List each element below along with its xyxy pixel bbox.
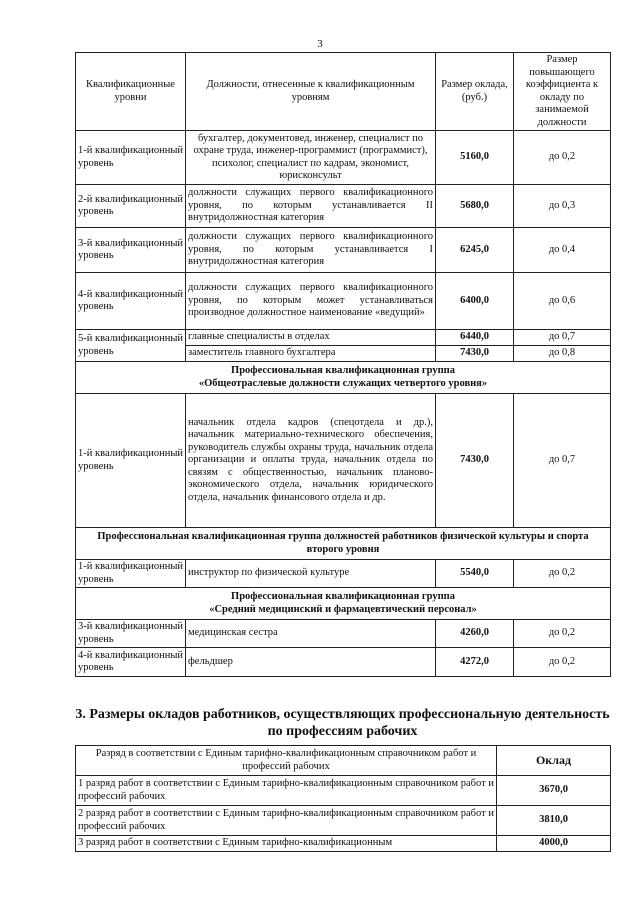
table-row xyxy=(76,330,611,346)
salary-cell: 4260,0 xyxy=(436,620,514,648)
grade-cell: 1 разряд работ в соответствии с Единым тарифно-квалификационным справочником работ и профессий рабочих xyxy=(76,776,497,806)
level-cell: 3-й квалификационный уровень xyxy=(76,228,186,273)
salary-cell: 4000,0 xyxy=(497,836,611,852)
salary-cell: 5540,0 xyxy=(436,560,514,588)
positions-cell: фельдшер xyxy=(186,648,436,677)
positions-cell: должности служащих первого квалификационного уровня, по которым устанавливается I внутридолжностная категория xyxy=(186,228,436,273)
table-row xyxy=(76,228,611,273)
group-header xyxy=(76,588,611,620)
group-subtitle: «Средний медицинский и фармацевтический персонал» xyxy=(209,603,477,615)
salary-cell: 7430,0 xyxy=(436,394,514,528)
coef-cell: до 0,3 xyxy=(514,185,611,228)
salary-cell: 7430,0 xyxy=(436,346,514,362)
salary-cell: 4272,0 xyxy=(436,648,514,677)
grade-cell: 3 разряд работ в соответствии с Единым тарифно-квалификационным xyxy=(76,836,497,852)
table-row xyxy=(76,273,611,330)
header-salary: Размер оклада, (руб.) xyxy=(436,53,514,131)
table-row xyxy=(76,648,611,677)
group-header-row xyxy=(76,528,611,560)
level-cell: 3-й квалификационный уровень xyxy=(76,620,186,648)
workers-salary-table xyxy=(75,745,611,852)
salary-cell: 6440,0 xyxy=(436,330,514,346)
group-header xyxy=(76,362,611,394)
coef-cell: до 0,7 xyxy=(514,394,611,528)
group-title: Профессиональная квалификационная группа xyxy=(231,591,455,602)
qualification-table xyxy=(75,52,611,677)
table-header-row xyxy=(76,746,611,776)
salary-cell: 6245,0 xyxy=(436,228,514,273)
positions-cell: медицинская сестра xyxy=(186,620,436,648)
table-row xyxy=(76,620,611,648)
coef-cell: до 0,8 xyxy=(514,346,611,362)
coef-cell: до 0,2 xyxy=(514,620,611,648)
group-subtitle: «Общеотраслевые должности служащих четвертого уровня» xyxy=(198,377,488,389)
coef-cell: до 0,6 xyxy=(514,273,611,330)
group-header: Профессиональная квалификационная группа должностей работников физической культуры и спорта второго уровня xyxy=(76,528,611,560)
positions-cell: должности служащих первого квалификационного уровня, по которым может устанавливаться производное должностное наименование «ведущий» xyxy=(186,273,436,330)
level-cell: 5-й квалификационный уровень xyxy=(76,330,186,362)
table-row xyxy=(76,806,611,836)
table-row xyxy=(76,394,611,528)
positions-cell: главные специалисты в отделах xyxy=(186,330,436,346)
table-row xyxy=(76,185,611,228)
coef-cell: до 0,2 xyxy=(514,648,611,677)
header-positions: Должности, отнесенные к квалификационным уровням xyxy=(186,53,436,131)
header-coef: Размер повышающего коэффициента к окладу по занимаемой должности xyxy=(514,53,611,131)
group-header-row xyxy=(76,588,611,620)
table-header-row xyxy=(76,53,611,131)
salary-cell: 6400,0 xyxy=(436,273,514,330)
level-cell: 1-й квалификационный уровень xyxy=(76,131,186,185)
table-row xyxy=(76,560,611,588)
header-level: Квалификационные уровни xyxy=(76,53,186,131)
level-cell: 4-й квалификационный уровень xyxy=(76,273,186,330)
positions-cell: инструктор по физической культуре xyxy=(186,560,436,588)
positions-cell: заместитель главного бухгалтера xyxy=(186,346,436,362)
level-cell: 1-й квалификационный уровень xyxy=(76,560,186,588)
group-title: Профессиональная квалификационная группа xyxy=(231,365,455,376)
coef-cell: до 0,7 xyxy=(514,330,611,346)
level-cell: 2-й квалификационный уровень xyxy=(76,185,186,228)
table-row xyxy=(76,836,611,852)
coef-cell: до 0,2 xyxy=(514,131,611,185)
group-header-row xyxy=(76,362,611,394)
header-salary: Оклад xyxy=(497,746,611,776)
salary-cell: 5160,0 xyxy=(436,131,514,185)
positions-cell: должности служащих первого квалификационного уровня, по которым устанавливается II внутридолжностная категория xyxy=(186,185,436,228)
coef-cell: до 0,4 xyxy=(514,228,611,273)
level-cell: 1-й квалификационный уровень xyxy=(76,394,186,528)
section-title: 3. Размеры окладов работников, осуществляющих профессиональную деятельность по профессиям рабочих xyxy=(75,707,610,739)
level-cell: 4-й квалификационный уровень xyxy=(76,648,186,677)
table-row xyxy=(76,776,611,806)
header-grade: Разряд в соответствии с Единым тарифно-квалификационным справочником работ и профессий рабочих xyxy=(76,746,497,776)
page-number: 3 xyxy=(317,38,323,50)
coef-cell: до 0,2 xyxy=(514,560,611,588)
positions-cell: начальник отдела кадров (спецотдела и др.), начальник материально-технического обеспечения, руководитель службы охраны труда, начальник отдела организации и оплаты труда, начальник отдела по связям с общественностью, начальник планово-экономического отдела, начальник юридического отдела, начальник финансового отдела и др. xyxy=(186,394,436,528)
salary-cell: 3670,0 xyxy=(497,776,611,806)
table-row xyxy=(76,131,611,185)
grade-cell: 2 разряд работ в соответствии с Единым тарифно-квалификационным справочником работ и профессий рабочих xyxy=(76,806,497,836)
positions-cell: бухгалтер, документовед, инженер, специалист по охране труда, инженер-программист (программист), психолог, специалист по кадрам, экономист, юрисконсульт xyxy=(186,131,436,185)
salary-cell: 5680,0 xyxy=(436,185,514,228)
salary-cell: 3810,0 xyxy=(497,806,611,836)
